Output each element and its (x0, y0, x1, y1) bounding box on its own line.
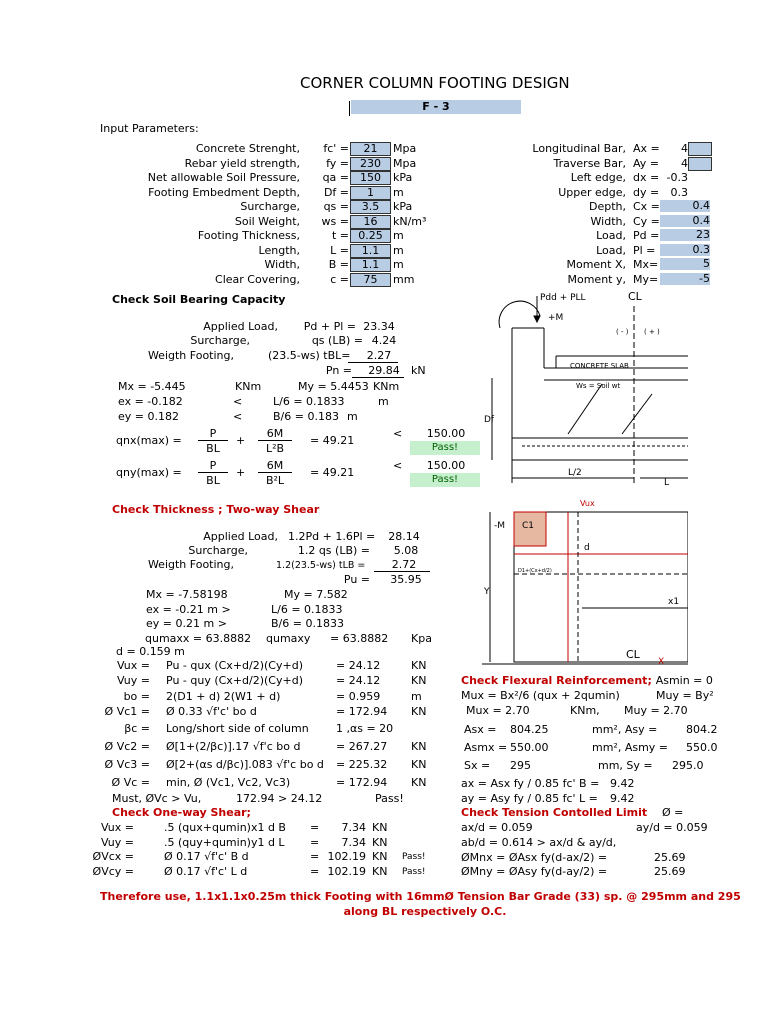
bearing-surcharge-label: Surcharge, (190, 334, 250, 347)
twoway-row-formula: Ø 0.33 √f'c' bo d (166, 705, 257, 718)
svg-text:CL: CL (626, 648, 640, 661)
qnx-bl: BL (206, 442, 220, 455)
twoway-applied-formula: 1.2Pd + 1.6Pl = (288, 530, 376, 543)
flex-asy: 804.2 (686, 723, 718, 736)
svg-text:+M: +M (548, 313, 564, 323)
bearing-ex: ex = -0.182 (118, 395, 183, 408)
input-symbol: L = (330, 243, 349, 257)
flex-mux: Mux = 2.70 (466, 704, 530, 717)
twoway-row-formula: Ø[2+(αs d/βc)].083 √f'c bo d (166, 758, 324, 771)
twoway-row-unit: KN (411, 674, 427, 687)
twoway-row-formula: min, Ø (Vc1, Vc2, Vc3) (166, 776, 291, 789)
twoway-row-label: βc = (124, 722, 150, 735)
input-symbol: Ay = (633, 156, 660, 170)
input-label: Concrete Strenght, (195, 142, 300, 155)
bearing-mx: Mx = -5.445 (118, 380, 186, 393)
bearing-b6-unit: m (347, 410, 358, 423)
must-pass: Pass! (375, 792, 404, 805)
conclusion-line1: Therefore use, 1.1x1.1x0.25m thick Footing with 16mmØ Tension Bar Grade (33) sp. @ 295mm and 295 (100, 890, 741, 903)
twoway-weight-formula: 1.2(23.5-ws) tLB = (276, 560, 366, 571)
input-value-field[interactable]: -0.3 (666, 171, 688, 184)
input-symbol: Pl = (633, 243, 656, 257)
oneway-row-unit: KN (372, 835, 388, 849)
input-value-field[interactable]: 3.5 (350, 200, 391, 214)
input-value-field[interactable]: 1 (350, 186, 391, 200)
input-label: Load, (596, 243, 626, 257)
qny-6m: 6M (266, 459, 284, 472)
oneway-row-unit: KN (372, 821, 388, 834)
svg-text:L: L (664, 478, 670, 488)
svg-text:CL: CL (628, 290, 642, 303)
oneway-row-formula: .5 (quy+qumin)y1 d L (164, 835, 285, 849)
flex-asx: 804.25 (510, 723, 549, 736)
flex-sy-label: mm, Sy = (598, 759, 653, 772)
twoway-ex: ex = -0.21 m > (146, 603, 231, 616)
flex-ax-value: 9.42 (610, 777, 635, 790)
input-label: Moment y, (567, 272, 626, 286)
svg-text:Df: Df (484, 415, 495, 425)
input-value-shade (688, 157, 712, 171)
qny-frac1 (198, 472, 228, 473)
footing-id[interactable]: F - 3 (351, 100, 521, 114)
svg-text:Vux: Vux (580, 499, 595, 508)
flex-sx-label: Sx = (464, 759, 491, 772)
bearing-surcharge-formula: qs (LB) = (311, 334, 363, 347)
twoway-qumaxy-label: qumaxy (266, 632, 311, 645)
twoway-row-unit: KN (411, 740, 427, 753)
input-label: Length, (258, 243, 300, 257)
twoway-weight-label: Weigth Footing, (147, 558, 234, 571)
input-label: Net allowable Soil Pressure, (147, 171, 300, 184)
flex-muy-formula: Muy = By² (656, 689, 714, 702)
bearing-my-unit: KNm (373, 380, 400, 393)
twoway-row-unit: KN (411, 659, 427, 672)
twoway-kpa: Kpa (411, 632, 432, 645)
qny-plus: + (236, 466, 246, 479)
twoway-row-value: 1 ,αs = 20 (336, 722, 394, 735)
input-value-field[interactable]: 150 (350, 171, 391, 185)
bearing-applied-value: 23.34 (363, 320, 395, 333)
input-symbol: fc' = (323, 142, 349, 155)
oneway-row-eq: = (310, 835, 320, 849)
tension-ayd: ay/d = 0.059 (636, 821, 708, 834)
svg-text:D1+(Cx+d/2): D1+(Cx+d/2) (518, 568, 552, 574)
qnx-frac1 (198, 440, 228, 441)
qny-frac2 (258, 472, 292, 473)
bearing-l6-unit: m (378, 395, 389, 408)
twoway-row-formula: Ø[1+(2/βc)].17 √f'c bo d (166, 740, 301, 753)
bearing-ey: ey = 0.182 (118, 410, 179, 423)
oneway-row-unit: KN (372, 850, 388, 863)
qny-pass: Pass! (410, 473, 480, 487)
flex-knm: KNm, (570, 704, 600, 717)
svg-text:Ws = Soil wt: Ws = Soil wt (576, 382, 621, 390)
oneway-row-label: Vuy = (101, 835, 134, 849)
twoway-ey: ey = 0.21 m > (146, 617, 227, 630)
input-label: Clear Covering, (215, 272, 300, 286)
oneway-row-label: ØVcy = (92, 864, 134, 878)
twoway-row-formula: Pu - quy (Cx+d/2)(Cy+d) (166, 674, 303, 687)
bearing-ex-lt: < (233, 395, 243, 408)
qnx-eq: = 49.21 (310, 434, 355, 447)
qnx-lt: < (393, 427, 403, 440)
twoway-row-value: = 24.12 (336, 674, 381, 687)
tension-phi: Ø = (662, 806, 684, 819)
input-symbol: dx = (633, 171, 660, 184)
qnx-frac2 (258, 440, 292, 441)
flex-sy: 295.0 (672, 759, 704, 772)
input-value-field[interactable]: 0.3 (670, 185, 688, 199)
input-symbol: Cy = (633, 214, 660, 228)
oneway-row-unit: KN (372, 864, 388, 878)
qny-b2l: B²L (265, 474, 285, 487)
bearing-weight-value: 2.27 (366, 349, 392, 362)
flex-ax: ax = Asx fy / 0.85 fc' B = (461, 777, 600, 790)
bearing-ey-lt: < (233, 410, 243, 423)
qnx-6m: 6M (266, 427, 284, 440)
flex-asmx: 550.00 (510, 741, 549, 754)
twoway-surcharge-label: Surcharge, (188, 544, 248, 557)
input-label: Depth, (588, 200, 626, 213)
twoway-row-label: Vux = (117, 659, 150, 672)
input-value-field[interactable]: 0.4 (660, 200, 710, 212)
oneway-row-pass: Pass! (402, 852, 426, 862)
tension-mnx: ØMnx = ØAsx fy(d-ax/2) = (461, 851, 608, 864)
input-symbol: qa = (322, 171, 349, 184)
oneway-row-formula: Ø 0.17 √f'c' B d (164, 850, 249, 863)
input-value-field[interactable]: 1.1 (350, 258, 391, 272)
sum-line (348, 362, 398, 363)
bearing-applied-formula: Pd + Pl = (303, 320, 356, 333)
input-label: Longitudinal Bar, (532, 142, 626, 155)
bearing-mx-unit: KNm (235, 380, 262, 393)
twoway-l6: L/6 = 0.1833 (271, 603, 343, 616)
twoway-heading: Check Thickness ; Two-way Shear (112, 503, 320, 516)
twoway-row-value: = 172.94 (336, 776, 388, 789)
input-unit: kN/m³ (393, 214, 427, 228)
twoway-row-label: Ø Vc2 = (104, 740, 150, 753)
tension-heading: Check Tension Contolled Limit (461, 806, 648, 819)
tension-axd: ax/d = 0.059 (461, 821, 533, 834)
twoway-applied-value: 28.14 (388, 530, 420, 543)
input-symbol: Pd = (633, 229, 660, 242)
flex-ay: ay = Asy fy / 0.85 fc' L = (461, 792, 598, 805)
twoway-d: d = 0.159 m (116, 645, 185, 658)
svg-text:( + ): ( + ) (644, 328, 660, 336)
oneway-row-eq: = (310, 864, 320, 878)
svg-text:L/2: L/2 (568, 468, 582, 478)
input-unit: Mpa (393, 156, 417, 170)
input-value-field[interactable]: 1.1 (350, 244, 391, 258)
qny-bl: BL (206, 474, 220, 487)
oneway-row-label: Vux = (101, 821, 134, 834)
input-unit: m (393, 258, 404, 271)
oneway-row-value: 7.34 (341, 821, 366, 834)
oneway-row-value: 7.34 (341, 835, 366, 849)
bearing-heading: Check Soil Bearing Capacity (112, 293, 286, 306)
flex-asmy-label: mm², Asmy = (592, 741, 669, 754)
bearing-l6: L/6 = 0.1833 (273, 395, 345, 408)
page-title: CORNER COLUMN FOOTING DESIGN (300, 74, 570, 92)
input-symbol: Mx= (633, 258, 659, 271)
input-label: Footing Embedment Depth, (148, 185, 300, 199)
twoway-applied-label: Applied Load, (203, 530, 278, 543)
twoway-row-formula: Pu - qux (Cx+d/2)(Cy+d) (166, 659, 303, 672)
tension-mny-value: 25.69 (654, 865, 686, 878)
input-label: Moment X, (566, 258, 626, 271)
input-symbol: ws = (321, 214, 349, 228)
flex-sx: 295 (510, 759, 531, 772)
qnx-p: P (209, 427, 217, 440)
input-symbol: dy = (633, 185, 660, 199)
twoway-qumaxy-value: = 63.8882 (330, 632, 389, 645)
input-unit: kPa (393, 200, 413, 213)
oneway-row-pass: Pass! (402, 866, 426, 877)
pn-underline (352, 377, 404, 378)
input-unit: Mpa (393, 142, 417, 155)
footing-section-diagram (482, 288, 688, 498)
qny-lt: < (393, 459, 403, 472)
input-value-field[interactable]: 16 (350, 215, 391, 229)
svg-text:( - ): ( - ) (616, 328, 629, 336)
qnx-l2b: L²B (265, 442, 285, 455)
flex-asy-label: mm², Asy = (592, 723, 658, 736)
input-symbol: Df = (323, 185, 349, 199)
tension-mnx-value: 25.69 (654, 851, 686, 864)
bearing-pn-unit: kN (411, 364, 426, 377)
input-symbol: fy = (326, 156, 349, 170)
twoway-weight-value: 2.72 (391, 558, 417, 571)
input-symbol: Ax = (633, 142, 660, 155)
qny-p: P (209, 459, 217, 472)
qny-eq: = 49.21 (310, 466, 355, 479)
sum-line-2 (374, 571, 430, 572)
input-value-field[interactable]: 75 (350, 273, 391, 287)
must-label: Must, ØVc > Vu, (112, 792, 202, 805)
svg-text:x1: x1 (668, 597, 680, 607)
twoway-row-unit: KN (411, 776, 427, 789)
flex-muy: Muy = 2.70 (624, 704, 688, 717)
twoway-surcharge-value: 5.08 (393, 544, 419, 557)
twoway-row-label: bo = (123, 690, 150, 703)
twoway-pu-label: Pu = (343, 573, 370, 586)
input-label: Traverse Bar, (553, 156, 626, 170)
qny-label: qny(max) = (116, 466, 182, 479)
input-label: Width, (264, 258, 300, 271)
twoway-surcharge-formula: 1.2 qs (LB) = (297, 544, 370, 557)
input-label: Surcharge, (240, 200, 300, 213)
twoway-row-value: = 0.959 (336, 690, 381, 703)
input-symbol: My= (633, 272, 659, 286)
flex-heading: Check Flexural Reinforcement; Asmin = 0 (461, 674, 713, 687)
input-label: Soil Weight, (234, 214, 300, 228)
bearing-applied-label: Applied Load, (203, 320, 278, 333)
tension-abd: ab/d = 0.614 > ax/d & ay/d, (461, 836, 617, 849)
flex-ay-value: 9.42 (610, 792, 635, 805)
twoway-row-label: Ø Vc3 = (104, 758, 150, 771)
flex-asx-label: Asx = (464, 723, 497, 736)
bearing-weight-formula: (23.5-ws) tBL= (268, 349, 351, 362)
svg-text:d: d (584, 543, 590, 553)
input-value-field[interactable]: 0.25 (350, 229, 391, 243)
input-symbol: t = (331, 229, 349, 242)
input-parameters-label: Input Parameters: (100, 122, 199, 135)
oneway-row-label: ØVcx = (92, 850, 134, 863)
twoway-row-label: Vuy = (117, 674, 150, 687)
bearing-my: My = 5.4453 (298, 380, 369, 393)
svg-text:X: X (658, 657, 665, 667)
input-symbol: qs = (323, 200, 349, 213)
input-symbol: B = (328, 258, 349, 271)
qnx-label: qnx(max) = (116, 434, 182, 447)
svg-text:Y: Y (484, 587, 490, 597)
input-label: Width, (590, 214, 626, 228)
input-symbol: Cx = (633, 200, 660, 213)
twoway-row-value: = 225.32 (336, 758, 388, 771)
bearing-pn-label: Pn = (325, 364, 352, 377)
oneway-row-eq: = (310, 821, 320, 834)
input-value-field[interactable]: 230 (350, 157, 391, 171)
qnx-limit: 150.00 (426, 427, 466, 440)
oneway-row-formula: .5 (qux+qumin)x1 d B (164, 821, 286, 834)
flex-asmx-label: Asmx = (464, 741, 508, 754)
svg-text:C1: C1 (522, 521, 535, 531)
twoway-row-formula: Long/short side of column (166, 722, 309, 735)
input-value-field[interactable]: 23 (660, 229, 710, 241)
input-label: Left edge, (570, 171, 626, 184)
twoway-my: My = 7.582 (284, 588, 348, 601)
twoway-pu-value: 35.95 (390, 573, 422, 586)
input-label: Rebar yield strength, (184, 156, 300, 170)
input-value-field[interactable]: 4 (681, 142, 688, 155)
bearing-pn-value: 29.84 (368, 364, 400, 377)
input-symbol: c = (330, 272, 349, 286)
svg-text:CONCRETE SLAB: CONCRETE SLAB (570, 362, 629, 370)
oneway-heading: Check One-way Shear; (112, 806, 251, 819)
must-values: 172.94 > 24.12 (236, 792, 323, 805)
svg-text:-M: -M (494, 521, 506, 531)
input-value-shade (688, 142, 712, 156)
input-label: Upper edge, (558, 185, 626, 199)
twoway-row-value: = 267.27 (336, 740, 388, 753)
twoway-row-formula: 2(D1 + d) 2(W1 + d) (166, 690, 281, 703)
twoway-row-value: = 24.12 (336, 659, 381, 672)
tension-mny: ØMny = ØAsy fy(d-ay/2) = (461, 865, 608, 878)
svg-text:Pdd + PLL: Pdd + PLL (540, 293, 586, 303)
input-value-field[interactable]: 4 (681, 156, 688, 170)
qny-limit: 150.00 (426, 459, 466, 472)
oneway-row-eq: = (310, 850, 320, 863)
flex-mux-formula: Mux = Bx²/6 (qux + 2qumin) (461, 689, 620, 702)
input-unit: m (393, 229, 404, 242)
input-value-field[interactable]: 5 (660, 258, 710, 270)
conclusion-line2: along BL respectively O.C. (343, 905, 507, 918)
bearing-b6: B/6 = 0.183 (273, 410, 339, 423)
footing-plan-diagram (482, 498, 688, 668)
twoway-row-label: Ø Vc1 = (104, 705, 150, 718)
input-unit: m (393, 243, 404, 257)
twoway-row-unit: KN (411, 705, 427, 718)
input-unit: m (393, 185, 404, 199)
qnx-pass: Pass! (410, 441, 480, 455)
input-label: Load, (596, 229, 626, 242)
input-value-field[interactable]: 21 (350, 142, 391, 156)
twoway-mx: Mx = -7.58198 (146, 588, 228, 601)
oneway-row-formula: Ø 0.17 √f'c' L d (164, 864, 248, 878)
oneway-row-value: 102.19 (327, 850, 366, 863)
input-value-field[interactable]: 0.3 (660, 244, 710, 256)
twoway-row-unit: KN (411, 758, 427, 771)
twoway-row-unit: m (411, 690, 422, 703)
id-divider (349, 101, 350, 116)
twoway-b6: B/6 = 0.1833 (271, 617, 344, 630)
oneway-row-value: 102.19 (327, 864, 366, 878)
input-value-field[interactable]: -5 (660, 273, 710, 285)
bearing-weight-label: Weigth Footing, (147, 349, 234, 362)
input-label: Footing Thickness, (197, 229, 300, 242)
flex-asmy: 550.0 (686, 741, 718, 754)
qnx-plus: + (236, 434, 246, 447)
input-value-field[interactable]: 0.4 (660, 215, 710, 227)
bearing-surcharge-value: 4.24 (371, 334, 397, 347)
twoway-row-label: Ø Vc = (111, 776, 150, 789)
twoway-row-value: = 172.94 (336, 705, 388, 718)
input-unit: kPa (393, 171, 413, 184)
twoway-qumaxx: qumaxx = 63.8882 (145, 632, 252, 645)
input-unit: mm (393, 272, 415, 286)
